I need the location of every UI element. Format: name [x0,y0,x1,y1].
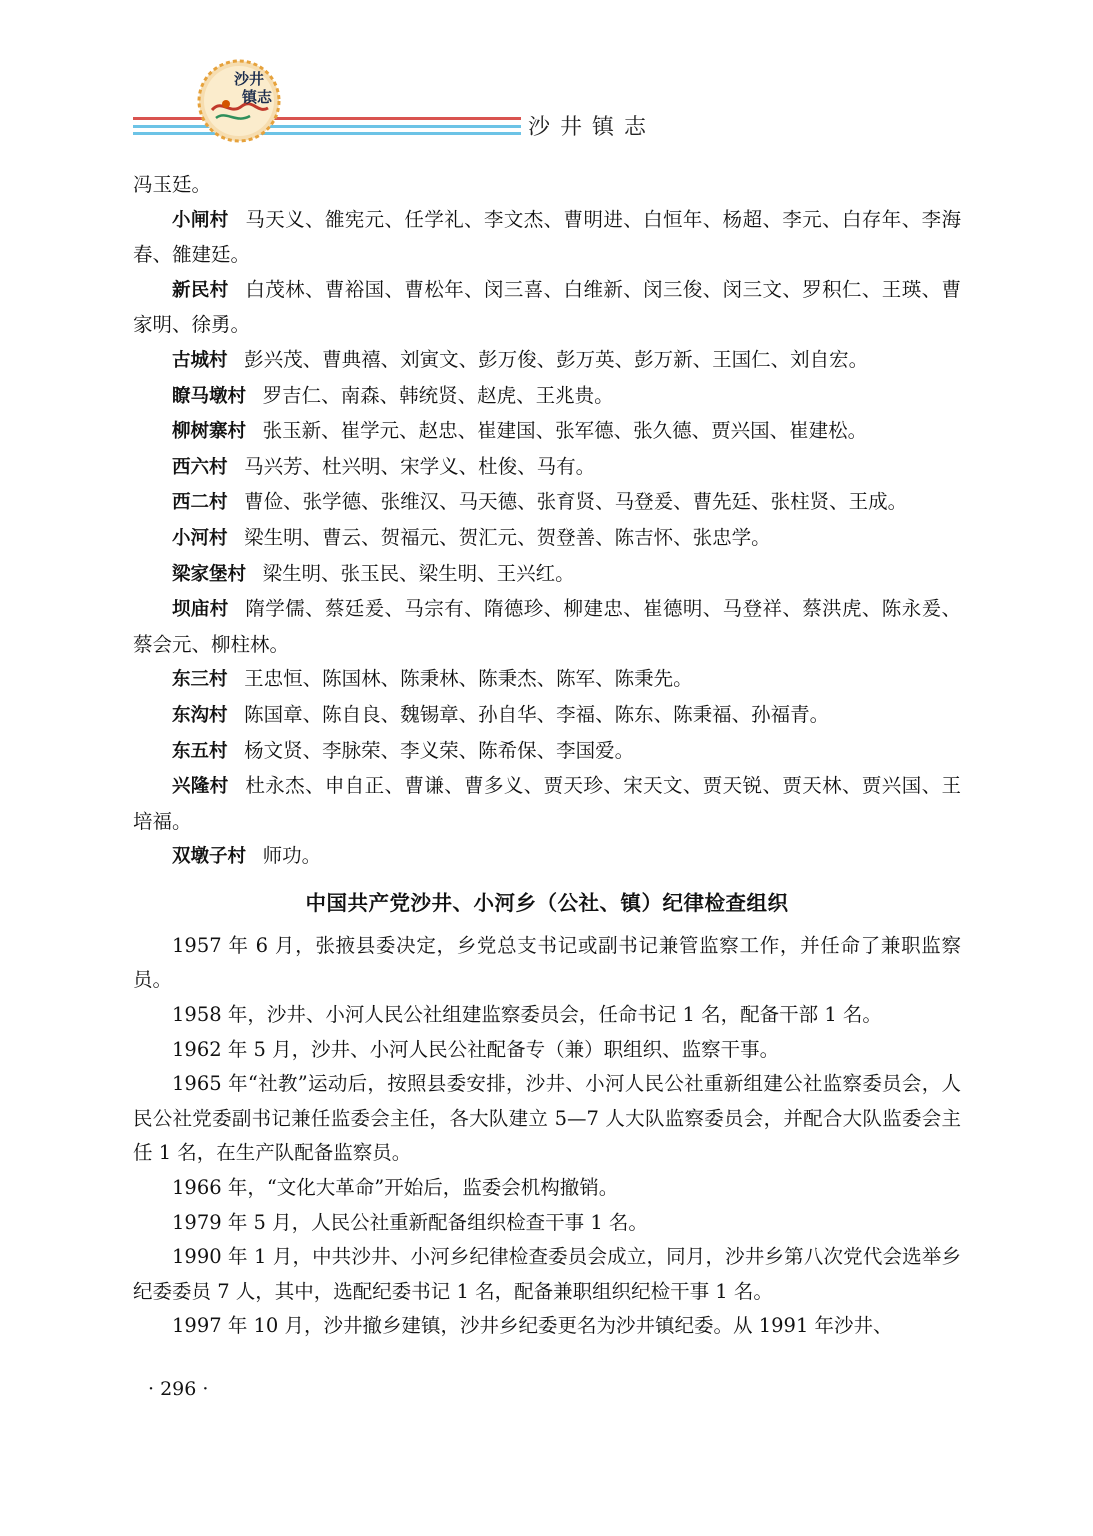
village-name: 新民村 [172,279,229,301]
village-name: 古城村 [172,349,228,371]
village-name: 东三村 [172,669,228,691]
village-entry [133,343,961,379]
section-paragraph: 1958 年，沙井、小河人民公社组建监察委员会，任命书记 1 名，配备干部 1 名。 [172,1003,882,1027]
village-name: 东五村 [172,740,228,762]
section-paragraph: 1962 年 5 月，沙井、小河人民公社配备专（兼）职组织、监察干事。 [172,1037,780,1061]
village-members: 马兴芳、杜兴明、宋学义、杜俊、马有。 [244,454,596,478]
village-members: 梁生明、张玉民、梁生明、王兴红。 [262,561,575,585]
village-name: 东沟村 [172,704,228,726]
page-header [0,0,1093,150]
list-continuation: 冯玉廷。 [133,173,212,196]
village-name: 小闸村 [172,209,229,231]
logo-text-line1: 沙井 [234,70,265,88]
village-name: 双墩子村 [172,846,247,868]
town-gazetteer-logo [196,58,282,144]
page-body [133,168,961,1344]
village-members: 张玉新、崔学元、赵忠、崔建国、张军德、张久德、贾兴国、崔建松。 [262,419,868,443]
village-members: 隋学儒、蔡廷爰、马宗有、隋德珍、柳建忠、崔德明、马登祥、蔡洪虎、陈永爰、蔡会元、柳柱林。 [133,597,961,656]
village-entry [133,273,961,343]
village-name: 坝庙村 [172,599,229,621]
section-body [133,929,961,1344]
village-entry [133,450,961,486]
village-name: 小河村 [172,527,228,549]
village-list [133,203,961,875]
village-name: 西二村 [172,492,228,514]
village-entry [133,839,961,875]
village-entry [133,662,961,698]
section-paragraph: 1990 年 1 月，中共沙井、小河乡纪律检查委员会成立，同月，沙井乡第八次党代会选举乡纪委委员 7 人，其中，选配纪委书记 1 名，配备兼职组织纪检干事 1 名。 [133,1245,961,1303]
section-paragraph: 1979 年 5 月，人民公社重新配备组织检查干事 1 名。 [172,1210,648,1234]
village-entry [133,379,961,415]
village-name: 柳树寨村 [172,421,247,443]
village-name: 西六村 [172,456,228,478]
village-entry [133,769,961,839]
header-rule-blue [133,125,521,128]
village-entry [133,557,961,593]
village-name: 兴隆村 [172,776,229,798]
village-entry [133,592,961,662]
village-members: 彭兴茂、曹典禧、刘寅文、彭万俊、彭万英、彭万新、王国仁、刘自宏。 [244,347,869,371]
village-entry [133,734,961,770]
section-heading: 中国共产党沙井、小河乡（公社、镇）纪律检查组织 [305,890,789,915]
page-number: · 296 · [148,1378,209,1400]
section-paragraph: 1997 年 10 月，沙井撤乡建镇，沙井乡纪委更名为沙井镇纪委。从 1991 年沙井、 [172,1314,893,1338]
header-rule-red [133,117,521,120]
section-paragraph: 1966 年，“文化大革命”开始后，监委会机构撤销。 [172,1176,619,1200]
section-paragraph: 1957 年 6 月，张掖县委决定，乡党总支书记或副书记兼管监察工作，并任命了兼职监察员。 [133,933,961,992]
village-members: 曹俭、张学德、张维汉、马天德、张育贤、马登爰、曹先廷、张柱贤、王成。 [244,490,908,514]
village-members: 陈国章、陈自良、魏锡章、孙自华、李福、陈东、陈秉福、孙福青。 [244,702,830,726]
village-entry [133,414,961,450]
village-members: 王忠恒、陈国林、陈秉林、陈秉杰、陈军、陈秉先。 [244,667,693,691]
village-name: 梁家堡村 [172,563,247,585]
village-entry [133,485,961,521]
village-entry [133,698,961,734]
village-name: 瞭马墩村 [172,385,247,407]
village-entry [133,521,961,557]
village-members: 罗吉仁、南森、韩统贤、赵虎、王兆贵。 [262,383,614,407]
village-members: 杨文贤、李脉荣、李义荣、陈希保、李国爱。 [244,738,635,762]
village-members: 梁生明、曹云、贺福元、贺汇元、贺登善、陈吉怀、张忠学。 [244,525,771,549]
village-members: 白茂林、曹裕国、曹松年、闵三喜、白维新、闵三俊、闵三文、罗积仁、王瑛、曹家明、徐勇。 [133,277,961,337]
running-header-title: 沙井镇志 [528,115,657,140]
logo-text-line2: 镇志 [242,88,273,106]
village-members: 师功。 [262,844,322,868]
village-members: 马天义、雒宪元、任学礼、李文杰、曹明进、白恒年、杨超、李元、白存年、李海春、雒建廷。 [133,207,961,267]
section-paragraph: 1965 年“社教”运动后，按照县委安排，沙井、小河人民公社重新组建公社监察委员会，人民公社党委副书记兼任监委会主任，各大队建立 5—7 人大队监察委员会，并配合大队监委会主任 1 名，在生产队配备监察员。 [133,1072,961,1165]
village-members: 杜永杰、申自正、曹谦、曹多义、贾天珍、宋天文、贾天锐、贾天林、贾兴国、王培福。 [133,774,961,833]
village-entry [133,203,961,273]
header-rule-blue-lower [133,132,521,135]
